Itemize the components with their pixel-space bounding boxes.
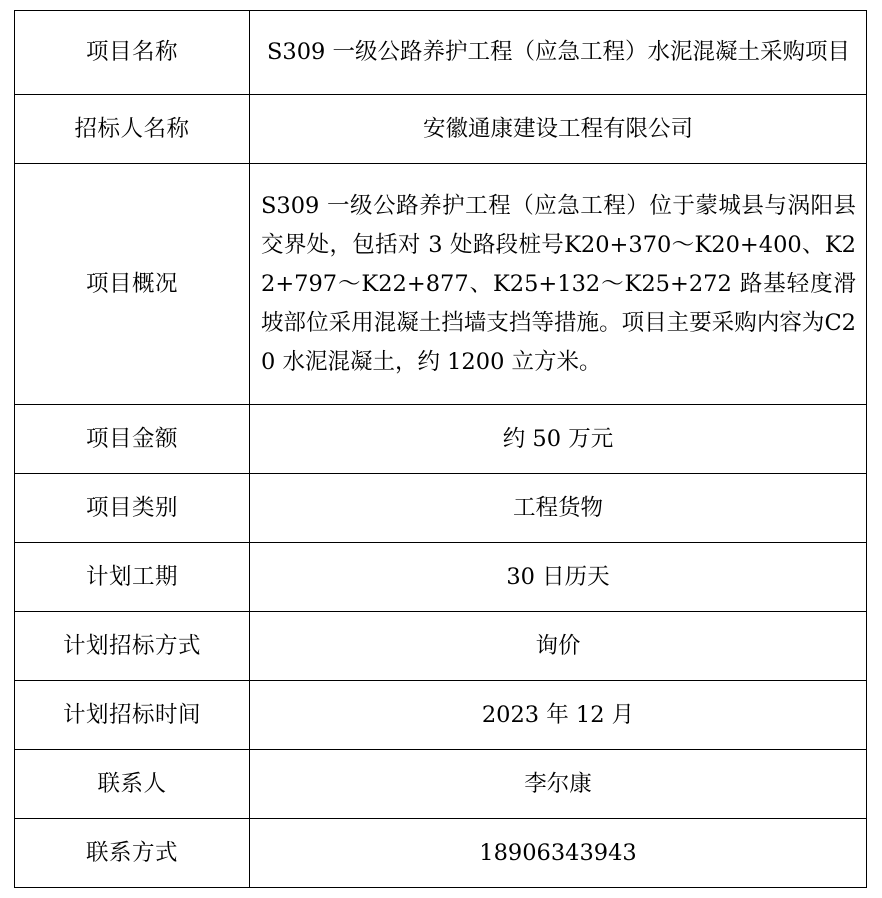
row-value: 18906343943 [250, 819, 867, 888]
project-info-table [14, 10, 867, 888]
row-label: 计划招标方式 [15, 612, 250, 681]
table-row [15, 681, 867, 750]
row-value: S309 一级公路养护工程（应急工程）水泥混凝土采购项目 [250, 11, 867, 95]
row-label: 项目名称 [15, 11, 250, 95]
table-row [15, 474, 867, 543]
table-row [15, 819, 867, 888]
row-value: 工程货物 [250, 474, 867, 543]
row-label: 联系方式 [15, 819, 250, 888]
table-row [15, 750, 867, 819]
row-value: 2023 年 12 月 [250, 681, 867, 750]
table-row [15, 543, 867, 612]
row-value: 约 50 万元 [250, 405, 867, 474]
row-value: 30 日历天 [250, 543, 867, 612]
row-label: 招标人名称 [15, 95, 250, 164]
row-value: 李尔康 [250, 750, 867, 819]
table-row [15, 164, 867, 405]
row-label: 计划招标时间 [15, 681, 250, 750]
row-label: 项目类别 [15, 474, 250, 543]
row-label: 计划工期 [15, 543, 250, 612]
row-value: S309 一级公路养护工程（应急工程）位于蒙城县与涡阳县交界处，包括对 3 处路段桩号K20+370～K20+400、K22+797～K22+877、K25+132～K25+272 路基轻度滑坡部位采用混凝土挡墙支挡等措施。项目主要采购内容为C20 水泥混凝土，约 1200 立方米。 [250, 164, 867, 405]
row-value: 安徽通康建设工程有限公司 [250, 95, 867, 164]
row-label: 联系人 [15, 750, 250, 819]
row-label: 项目金额 [15, 405, 250, 474]
table-row [15, 11, 867, 95]
row-value: 询价 [250, 612, 867, 681]
row-label: 项目概况 [15, 164, 250, 405]
table-row [15, 612, 867, 681]
table-row [15, 405, 867, 474]
table-row [15, 95, 867, 164]
